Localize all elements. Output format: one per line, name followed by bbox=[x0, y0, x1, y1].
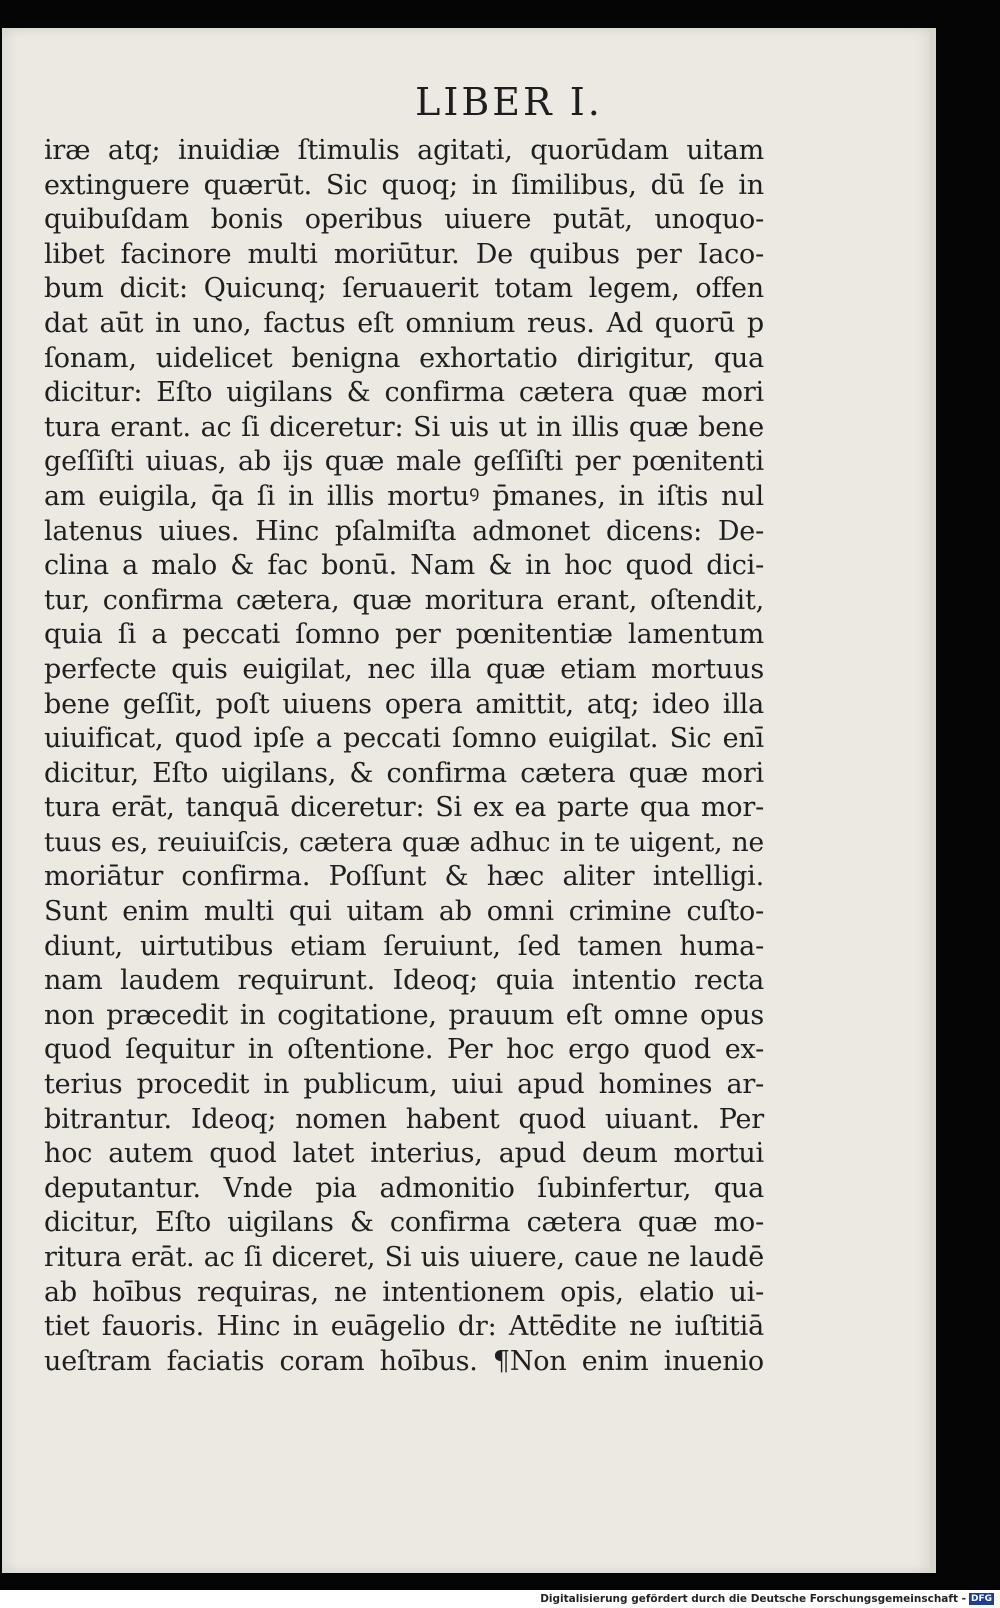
text-line: dicitur: Eſto uigilans & confirma cætera quæ mori bbox=[44, 377, 764, 409]
text-line: extinguere quærūt. Sic quoq; in ſimilibus, dū ſe in bbox=[44, 169, 764, 201]
text-line: moriātur confirma. Poſſunt & hæc aliter intelligi. bbox=[44, 861, 764, 893]
text-line: bum dicit: Quicunq; ſeruauerit totam legem, offen bbox=[44, 273, 764, 305]
text-line: uiuificat, quod ipſe a peccati ſomno euigilat. Sic enī bbox=[44, 723, 764, 755]
body-text bbox=[44, 134, 764, 1379]
text-line: tura erant. ac ſi diceretur: Si uis ut in illis quæ bene bbox=[44, 411, 764, 443]
text-line: dat aūt in uno, factus eſt omnium reus. Ad quorū p bbox=[44, 307, 764, 339]
text-line: ritura erāt. ac ſi diceret, Si uis uiuere, caue ne laudē bbox=[44, 1242, 764, 1273]
running-head: LIBER I. bbox=[415, 80, 603, 124]
text-line: Sunt enim multi qui uitam ab omni crimine cuſto- bbox=[44, 896, 764, 928]
text-line: tuus es, reuiuiſcis, cætera quæ adhuc in te uigent, ne bbox=[44, 826, 764, 858]
text-line: dicitur, Eſto uigilans, & confirma cætera quæ mori bbox=[44, 757, 764, 789]
text-line: am euigila, q̄a ſi in illis mortuꝰ p̄manes, in iſtis nul bbox=[44, 480, 764, 512]
text-line: nam laudem requirunt. Ideoq; quia intentio recta bbox=[44, 965, 764, 997]
text-line: bitrantur. Ideoq; nomen habent quod uiuant. Per bbox=[44, 1103, 764, 1135]
text-line: latenus uiues. Hinc pſalmiſta admonet dicens: De- bbox=[44, 515, 764, 547]
text-line: geſſiſti uiuas, ab ijs quæ male geſſiſti per pœnitenti bbox=[44, 446, 764, 478]
text-line: tura erāt, tanquā diceretur: Si ex ea parte qua mor- bbox=[44, 792, 764, 824]
text-line: libet facinore multi moriūtur. De quibus per Iaco- bbox=[44, 238, 764, 270]
digitization-credit bbox=[540, 1590, 994, 1608]
text-line: ab hoībus requiras, ne intentionem opis, elatio ui- bbox=[44, 1276, 764, 1308]
text-line: ueſtram faciatis coram hoībus. ¶Non enim inuenio bbox=[44, 1345, 764, 1377]
text-line: quod ſequitur in oſtentione. Per hoc ergo quod ex- bbox=[44, 1034, 764, 1066]
text-line: non præcedit in cogitatione, prauum eſt omne opus bbox=[44, 999, 764, 1031]
text-line: clina a malo & fac bonū. Nam & in hoc quod dici- bbox=[44, 550, 764, 582]
text-line: deputantur. Vnde pia admonitio ſubinfertur, qua bbox=[44, 1172, 764, 1204]
page-edge bbox=[930, 28, 936, 1573]
text-line: quibuſdam bonis operibus uiuere putāt, unoquo- bbox=[44, 204, 764, 236]
book-page bbox=[2, 28, 936, 1573]
text-line: tiet fauoris. Hinc in euāgelio dr: Attēdite ne iuſtitiā bbox=[44, 1311, 764, 1343]
text-line: quia ſi a peccati ſomno per pœnitentiæ lamentum bbox=[44, 619, 764, 651]
text-line: terius procedit in publicum, uiui apud homines ar- bbox=[44, 1069, 764, 1101]
dfg-logo: DFG bbox=[970, 1594, 992, 1604]
text-line: diunt, uirtutibus etiam ſeruiunt, ſed tamen huma- bbox=[44, 930, 764, 962]
text-line: hoc autem quod latet interius, apud deum mortui bbox=[44, 1138, 764, 1170]
text-line: dicitur, Eſto uigilans & confirma cætera quæ mo- bbox=[44, 1207, 764, 1239]
text-line: iræ atq; inuidiæ ſtimulis agitati, quorūdam uitam bbox=[44, 135, 764, 166]
text-line: bene geſſit, poſt uiuens opera amittit, atq; ideo illa bbox=[44, 688, 764, 720]
text-line: tur, confirma cætera, quæ moritura erant, oſtendit, bbox=[44, 584, 764, 616]
text-line: ſonam, uidelicet benigna exhortatio dirigitur, qua bbox=[44, 342, 764, 374]
credit-text: Digitalisierung gefördert durch die Deutsche Forschungsgemeinschaft - bbox=[540, 1593, 966, 1605]
text-line: perfecte quis euigilat, nec illa quæ etiam mortuus bbox=[44, 653, 764, 685]
